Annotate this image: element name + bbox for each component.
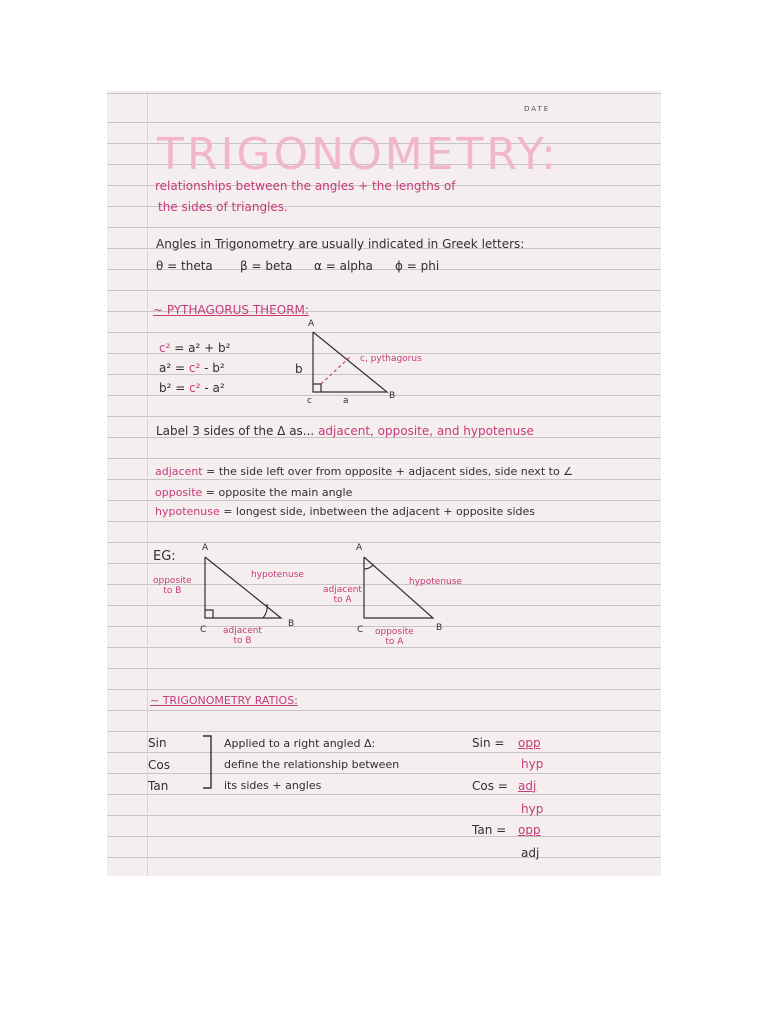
example-label: EG: [153, 549, 176, 564]
sin-numerator: opp [518, 736, 541, 750]
eq2-rest: - b² [200, 361, 225, 375]
pyth-side-b: b [295, 362, 303, 376]
label-opposite: opposite, [377, 424, 437, 438]
sin-equation: Sin = [472, 736, 505, 750]
term-hypotenuse-word: hypotenuse [155, 505, 220, 518]
label-prefix: Label 3 sides of the Δ as... [156, 424, 319, 438]
eg1-adjacent-label: adjacent to B [223, 626, 262, 646]
eq1-rest: = a² + b² [170, 341, 231, 355]
greek-intro: Angles in Trigonometry are usually indicated in Greek letters: [156, 237, 525, 251]
ratios-desc-3: its sides + angles [224, 779, 322, 792]
pyth-side-a: a [343, 396, 349, 406]
term-adjacent-def: = the side left over from opposite + adjacent sides, side next to ∠ [202, 465, 574, 478]
eg2-vertex-a: A [356, 543, 363, 553]
label-and: and [436, 424, 464, 438]
eg2-vertex-b: B [436, 623, 443, 633]
ratio-tan-label: Tan [148, 779, 169, 793]
label-hypotenuse: hypotenuse [463, 424, 534, 438]
ratios-heading: ~ TRIGONOMETRY RATIOS: [150, 694, 298, 707]
term-opposite-def: = opposite the main angle [202, 486, 353, 499]
tan-denominator: adj [521, 846, 540, 860]
tan-numerator: opp [518, 823, 541, 837]
greek-phi: ϕ = phi [395, 259, 440, 273]
eq3-rest: - a² [200, 381, 225, 395]
eg1-vertex-a: A [202, 543, 209, 553]
eg1-hypotenuse-label: hypotenuse [251, 570, 304, 580]
pyth-hypotenuse-label: c, pythagorus [360, 354, 422, 364]
page-title: TRIGONOMETRY: [157, 129, 559, 180]
greek-theta: θ = theta [156, 259, 213, 273]
term-adjacent-word: adjacent [155, 465, 203, 478]
definition-line-1: relationships between the angles + the lengths of [155, 179, 456, 193]
ratio-cos-label: Cos [148, 758, 170, 772]
eg1-vertex-b: B [288, 619, 295, 629]
eg2-vertex-c: C [357, 625, 364, 635]
definition-line-2: the sides of triangles. [158, 200, 288, 214]
label-adjacent: adjacent, [318, 424, 378, 438]
ratios-desc-2: define the relationship between [224, 758, 400, 771]
eq3-c: c² [189, 381, 201, 395]
sin-denominator: hyp [521, 757, 544, 771]
eg1-opposite-label: opposite to B [153, 576, 192, 596]
pythagoras-heading: ~ PYTHAGORUS THEORM: [153, 303, 309, 317]
notebook-page [107, 91, 661, 876]
eq2-c: c² [188, 361, 201, 375]
pyth-vertex-c: c [307, 396, 312, 406]
term-opposite-word: opposite [155, 486, 203, 499]
date-label: DATE [524, 105, 551, 113]
eg2-opposite-label: opposite to A [375, 627, 414, 647]
ratios-desc-1: Applied to a right angled Δ: [224, 737, 376, 750]
cos-numerator: adj [518, 779, 537, 793]
greek-alpha: α = alpha [314, 259, 373, 273]
eq2-pre: a² = [159, 361, 189, 375]
ratio-sin-label: Sin [148, 736, 167, 750]
tan-equation: Tan = [472, 823, 507, 837]
cos-denominator: hyp [521, 802, 544, 816]
eq3-pre: b² = [159, 381, 190, 395]
eq1-c: c² [159, 341, 171, 355]
greek-beta: β = beta [240, 259, 293, 273]
pyth-vertex-a: A [308, 319, 315, 329]
pyth-vertex-b: B [389, 391, 396, 401]
cos-equation: Cos = [472, 779, 508, 793]
eg2-adjacent-label: adjacent to A [323, 585, 362, 605]
eg1-vertex-c: C [200, 625, 207, 635]
eg2-hypotenuse-label: hypotenuse [409, 577, 462, 587]
term-hypotenuse-def: = longest side, inbetween the adjacent + opposite sides [219, 505, 536, 518]
